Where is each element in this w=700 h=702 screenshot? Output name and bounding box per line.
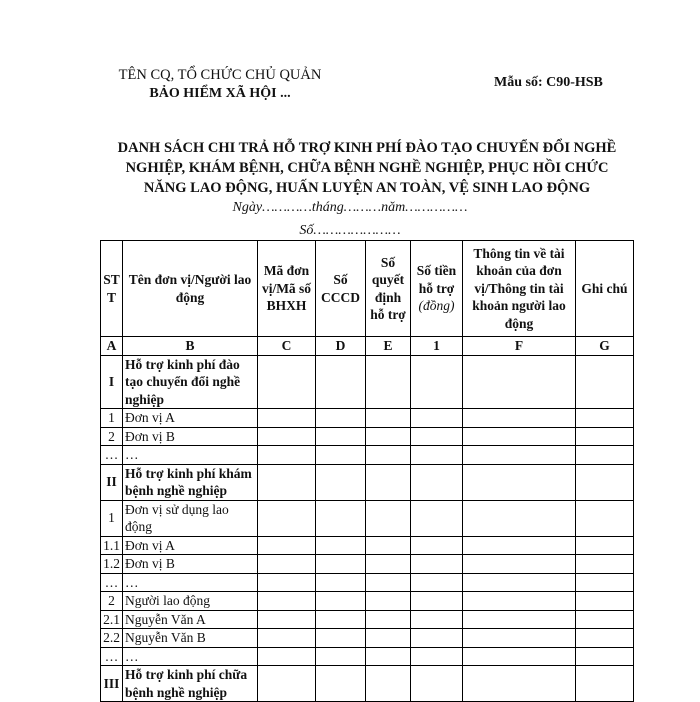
empty-cell	[316, 610, 366, 629]
empty-cell	[258, 427, 316, 446]
row-stt: II	[101, 464, 123, 500]
table-row	[101, 536, 634, 555]
table-row	[101, 592, 634, 611]
empty-cell	[258, 555, 316, 574]
empty-cell	[411, 573, 463, 592]
table-row	[101, 500, 634, 536]
table-row	[101, 555, 634, 574]
empty-cell	[576, 610, 634, 629]
header-amount-unit: (đồng)	[418, 298, 455, 314]
row-name: Hỗ trợ kinh phí khám bệnh nghề nghiệp	[123, 464, 258, 500]
column-code: G	[576, 337, 634, 356]
empty-cell	[411, 355, 463, 409]
table-header-row	[101, 241, 634, 337]
empty-cell	[366, 427, 411, 446]
payment-list-table	[100, 240, 634, 702]
empty-cell	[258, 647, 316, 666]
empty-cell	[258, 355, 316, 409]
empty-cell	[366, 573, 411, 592]
title-line: NGHIỆP, KHÁM BỆNH, CHỮA BỆNH NGHỀ NGHIỆP, PHỤC HỒI CHỨC	[125, 160, 609, 176]
empty-cell	[411, 500, 463, 536]
empty-cell	[258, 446, 316, 465]
empty-cell	[576, 536, 634, 555]
empty-cell	[366, 355, 411, 409]
empty-cell	[366, 409, 411, 428]
row-name: …	[123, 647, 258, 666]
header-name: Tên đơn vị/Người lao động	[123, 241, 258, 337]
empty-cell	[411, 409, 463, 428]
column-code: E	[366, 337, 411, 356]
empty-cell	[463, 629, 576, 648]
empty-cell	[411, 536, 463, 555]
column-code: C	[258, 337, 316, 356]
row-stt: 1.1	[101, 536, 123, 555]
empty-cell	[576, 446, 634, 465]
row-name: …	[123, 446, 258, 465]
column-code: B	[123, 337, 258, 356]
empty-cell	[576, 573, 634, 592]
empty-cell	[576, 500, 634, 536]
empty-cell	[366, 666, 411, 702]
row-stt: 1	[101, 500, 123, 536]
empty-cell	[576, 629, 634, 648]
empty-cell	[576, 464, 634, 500]
empty-cell	[258, 629, 316, 648]
empty-cell	[411, 446, 463, 465]
table-row	[101, 446, 634, 465]
table-row	[101, 610, 634, 629]
empty-cell	[576, 427, 634, 446]
empty-cell	[258, 409, 316, 428]
header-note: Ghi chú	[576, 241, 634, 337]
empty-cell	[366, 536, 411, 555]
empty-cell	[411, 464, 463, 500]
row-name: Hỗ trợ kinh phí chữa bệnh nghề nghiệp	[123, 666, 258, 702]
row-stt: 2.1	[101, 610, 123, 629]
header-decision: Số quyết định hỗ trợ	[366, 241, 411, 337]
row-name: Đơn vị A	[123, 536, 258, 555]
form-code: Mẫu số: C90-HSB	[494, 75, 603, 90]
empty-cell	[366, 647, 411, 666]
empty-cell	[576, 355, 634, 409]
column-code: A	[101, 337, 123, 356]
table-row	[101, 629, 634, 648]
empty-cell	[316, 629, 366, 648]
row-name: Đơn vị sử dụng lao động	[123, 500, 258, 536]
row-stt: 2.2	[101, 629, 123, 648]
empty-cell	[463, 427, 576, 446]
row-stt: …	[101, 446, 123, 465]
row-name: Người lao động	[123, 592, 258, 611]
empty-cell	[463, 610, 576, 629]
empty-cell	[463, 666, 576, 702]
empty-cell	[258, 610, 316, 629]
row-name: …	[123, 573, 258, 592]
row-stt: …	[101, 573, 123, 592]
empty-cell	[463, 536, 576, 555]
empty-cell	[316, 409, 366, 428]
empty-cell	[316, 555, 366, 574]
empty-cell	[366, 610, 411, 629]
empty-cell	[576, 409, 634, 428]
empty-cell	[366, 555, 411, 574]
empty-cell	[316, 464, 366, 500]
table-row	[101, 573, 634, 592]
issuing-agency: BẢO HIỂM XÃ HỘI ...	[149, 86, 291, 101]
empty-cell	[411, 647, 463, 666]
empty-cell	[463, 573, 576, 592]
header-amount-label: Số tiền hỗ trợ	[416, 263, 457, 296]
empty-cell	[366, 629, 411, 648]
row-stt: III	[101, 666, 123, 702]
empty-cell	[576, 592, 634, 611]
empty-cell	[366, 592, 411, 611]
header-amount	[411, 241, 463, 337]
header-stt: STT	[101, 241, 123, 337]
empty-cell	[411, 427, 463, 446]
empty-cell	[316, 500, 366, 536]
row-name: Đơn vị A	[123, 409, 258, 428]
empty-cell	[463, 446, 576, 465]
organization-header	[100, 66, 340, 103]
column-code: 1	[411, 337, 463, 356]
section-row	[101, 464, 634, 500]
document-title	[92, 138, 642, 198]
empty-cell	[316, 355, 366, 409]
empty-cell	[258, 592, 316, 611]
column-code: D	[316, 337, 366, 356]
empty-cell	[463, 647, 576, 666]
table-row	[101, 409, 634, 428]
empty-cell	[463, 409, 576, 428]
empty-cell	[258, 573, 316, 592]
row-name: Nguyễn Văn B	[123, 629, 258, 648]
table-row	[101, 647, 634, 666]
empty-cell	[576, 666, 634, 702]
row-stt: I	[101, 355, 123, 409]
empty-cell	[258, 464, 316, 500]
row-stt: …	[101, 647, 123, 666]
empty-cell	[463, 555, 576, 574]
row-name: Đơn vị B	[123, 555, 258, 574]
empty-cell	[463, 500, 576, 536]
title-line: DANH SÁCH CHI TRẢ HỖ TRỢ KINH PHÍ ĐÀO TẠO CHUYỂN ĐỔI NGHỀ	[117, 140, 617, 156]
empty-cell	[316, 573, 366, 592]
empty-cell	[411, 666, 463, 702]
empty-cell	[366, 500, 411, 536]
empty-cell	[366, 446, 411, 465]
row-stt: 1.2	[101, 555, 123, 574]
empty-cell	[316, 536, 366, 555]
section-row	[101, 666, 634, 702]
date-line: Ngày…………tháng………năm……………	[232, 200, 468, 215]
empty-cell	[576, 555, 634, 574]
empty-cell	[258, 536, 316, 555]
parent-organization: TÊN CQ, TỔ CHỨC CHỦ QUẢN	[118, 67, 322, 83]
empty-cell	[258, 500, 316, 536]
empty-cell	[316, 427, 366, 446]
title-line: NĂNG LAO ĐỘNG, HUẤN LUYỆN AN TOÀN, VỆ SINH LAO ĐỘNG	[143, 180, 591, 196]
row-name: Hỗ trợ kinh phí đào tạo chuyển đổi nghề nghiệp	[123, 355, 258, 409]
empty-cell	[316, 592, 366, 611]
empty-cell	[463, 355, 576, 409]
row-name: Nguyễn Văn A	[123, 610, 258, 629]
empty-cell	[316, 647, 366, 666]
empty-cell	[411, 555, 463, 574]
section-row	[101, 355, 634, 409]
column-code: F	[463, 337, 576, 356]
empty-cell	[576, 647, 634, 666]
row-stt: 2	[101, 427, 123, 446]
empty-cell	[463, 464, 576, 500]
empty-cell	[316, 666, 366, 702]
empty-cell	[316, 446, 366, 465]
empty-cell	[366, 464, 411, 500]
row-name: Đơn vị B	[123, 427, 258, 446]
empty-cell	[411, 629, 463, 648]
row-stt: 1	[101, 409, 123, 428]
empty-cell	[463, 592, 576, 611]
header-account-info: Thông tin về tài khoản của đơn vị/Thông tin tài khoản người lao động	[463, 241, 576, 337]
empty-cell	[411, 592, 463, 611]
header-cccd: Số CCCD	[316, 241, 366, 337]
header-unit-code: Mã đơn vị/Mã số BHXH	[258, 241, 316, 337]
column-code-row	[101, 337, 634, 356]
table-row	[101, 427, 634, 446]
document-number-line: Số…………………	[299, 223, 401, 238]
row-stt: 2	[101, 592, 123, 611]
empty-cell	[411, 610, 463, 629]
empty-cell	[258, 666, 316, 702]
